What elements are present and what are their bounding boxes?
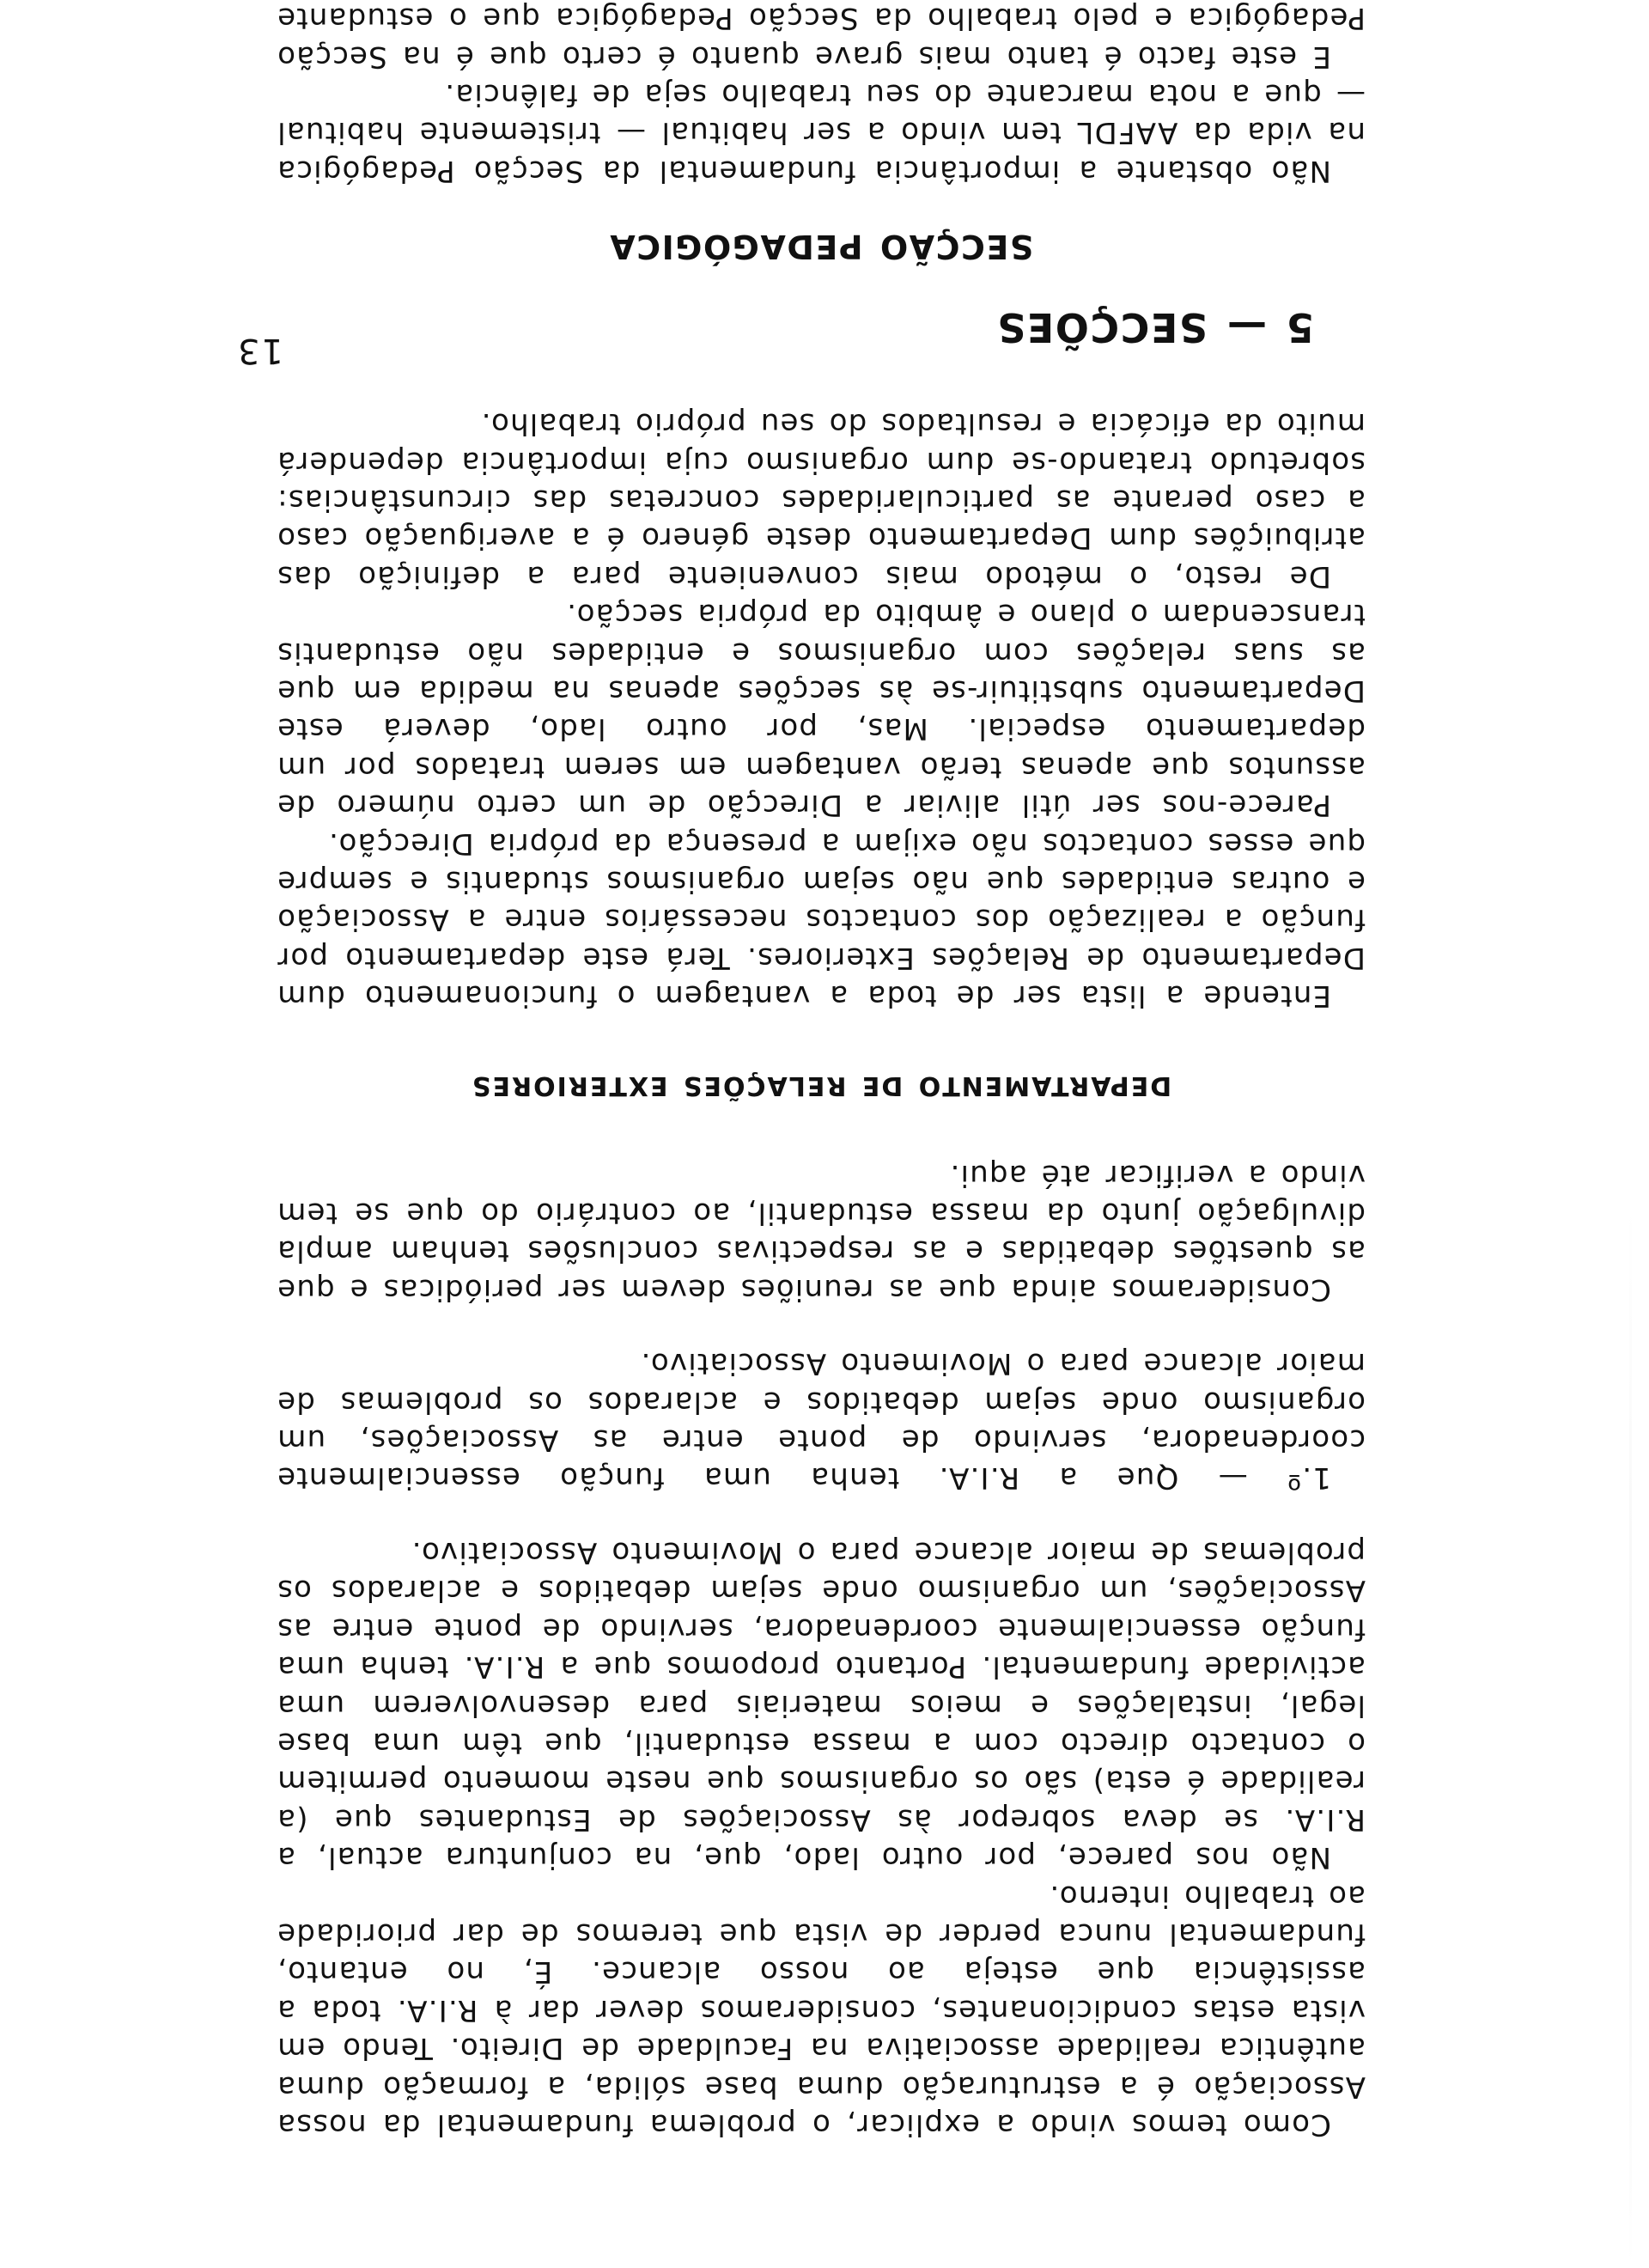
- paragraph-department-function: Entende a lista ser de toda a vantagem o funcionamento dum Departamento de Relações Exteriores. Terá este departamento por função a realização dos contactos necessários entre a Associação e outras entidades que não sejam organismos studantis e sempre que esses contactos não exijam a presença da própria Direcção.: [277, 826, 1366, 1014]
- paragraph-department-method: De resto, o método mais conveniente para a definição das atribuições dum Departamento deste género é a averiguação caso a caso perante as particularidades concretas das circunstâncias: sobretudo tratando-se dum organismo cuja importância dependerá muito da eficácia e resultados do seu próprio trabalho.: [277, 406, 1366, 594]
- heading-department-external-relations: DEPARTAMENTO DE RELAÇÕES EXTERIORES: [470, 1070, 1172, 1101]
- page-number: 13: [236, 331, 283, 370]
- paragraph-department-scope: Parece-nos ser útil aliviar a Direcção de um certo número de assuntos que apenas terão vantagem em serem tratados por um departamento especial. Mas, por outro lado, deverá este Departamento substituir-se às secções apenas na medida em que as suas relações com organismos e entidades não estudantis transcendam o plano e âmbito da própria secção.: [277, 597, 1366, 823]
- heading-sections: 5 — SECÇÕES: [995, 303, 1314, 351]
- paragraph-intro: Como temos vindo a explicar, o problema fundamental da nossa Associação é a estruturação duma base sólida, a formação duma autêntica realidade associativa na Faculdade de Direito. Tendo em vista estas condicionantes, consideramos dever dar à R.I.A. toda a assistência que esteja ao nosso alcance. É, no entanto, fundamental nunca perder de vista que teremos de dar prioridade ao trabalho interno.: [277, 1878, 1366, 2142]
- paragraph-ria-position: Não nos parece, por outro lado, que, na conjuntura actual, a R.I.A. se deva sobrepor às Associações de Estudantes que (a realidade é esta) são os organismos que neste momento permitem o contacto directo com a massa estudantil, que têm uma base legal, instalações e meios materiais para desenvolverem uma actividade fundamental. Portanto propomos que a R.I.A. tenha uma função essencialmente coordenadora, servindo de ponte entre as Associações, um organismo onde sejam debatidos e aclarados os problemas de maior alcance para o Movimento Associativo.: [277, 1534, 1366, 1875]
- heading-pedagogical-section: SECÇÃO PEDAGÓGICA: [608, 227, 1034, 265]
- paragraph-meetings: Consideramos ainda que as reuniões devem ser periódicas e que as questões debatidas e as respectivas conclusões tenham ampla divulgação junto da massa estudantil, ao contrário do que se tem vindo a verificar até aqui.: [277, 1157, 1366, 1307]
- paragraph-pedagogical-failure: Não obstante a importância fundamental da Secção Pedagógica na vida da AAFDL tem vindo a ser habitual — tristemente habitual — que a nota marcante do seu trabalho seja de falência.: [277, 76, 1366, 188]
- scan-edge-mark: [1629, 1203, 1632, 2268]
- paragraph-proposal-1: 1.º — Que a R.I.A. tenha uma função essencialmente coordenadora, servindo de ponte entre as Associações, um organismo onde sejam debatidos e aclarados os problemas de maior alcance para o Movimento Associativo.: [277, 1346, 1366, 1496]
- paragraph-pedagogical-importance: E este facto é tanto mais grave quanto é certo que é na Secção Pedagógica e pelo trabalho da Secção Pedagógica que o estudante: [277, 1, 1366, 74]
- page-body: [277, 0, 1366, 2143]
